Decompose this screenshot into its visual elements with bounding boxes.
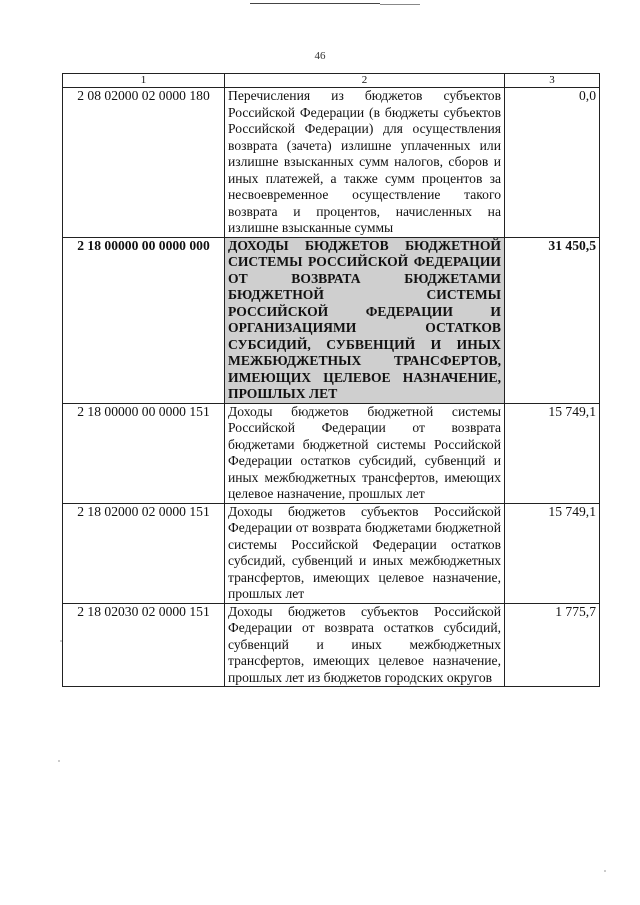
amount-value: 0,0 — [505, 88, 600, 238]
budget-code: 2 08 02000 02 0000 180 — [63, 88, 225, 238]
table-row — [63, 403, 600, 503]
scan-speck — [604, 870, 606, 872]
scan-artifact-line — [250, 3, 380, 4]
column-header-amount: 3 — [505, 74, 600, 88]
revenue-name: ДОХОДЫ БЮДЖЕТОВ БЮДЖЕТНОЙ СИСТЕМЫ РОССИЙСКОЙ ФЕДЕРАЦИИ ОТ ВОЗВРАТА БЮДЖЕТАМИ БЮДЖЕТНОЙ СИСТЕМЫ РОССИЙСКОЙ ФЕДЕРАЦИИ И ОРГАНИЗАЦИЯМИ ОСТАТКОВ СУБСИДИЙ, СУБВЕНЦИЙ И ИНЫХ МЕЖБЮДЖЕТНЫХ ТРАНСФЕРТОВ, ИМЕЮЩИХ ЦЕЛЕВОЕ НАЗНАЧЕНИЕ, ПРОШЛЫХ ЛЕТ — [225, 237, 505, 403]
table-row — [63, 503, 600, 603]
amount-value: 15 749,1 — [505, 403, 600, 503]
table-row — [63, 603, 600, 687]
scan-speck — [60, 640, 62, 642]
revenue-name: Доходы бюджетов субъектов Российской Федерации от возврата остатков субсидий, субвенций и иных межбюджетных трансфертов, имеющих целевое назначение, прошлых лет из бюджетов городских округов — [225, 603, 505, 687]
amount-value: 1 775,7 — [505, 603, 600, 687]
budget-table — [62, 73, 600, 687]
page-number: 46 — [314, 50, 326, 62]
table-row-section — [63, 237, 600, 403]
column-header-code: 1 — [63, 74, 225, 88]
column-header-name: 2 — [225, 74, 505, 88]
scan-artifact-line — [380, 4, 420, 5]
revenue-name: Доходы бюджетов бюджетной системы Российской Федерации от возврата бюджетами бюджетной системы Российской Федерации остатков субсидий, субвенций и иных межбюджетных трансфертов, имеющих целевое назначение, прошлых лет — [225, 403, 505, 503]
table-header-row — [63, 74, 600, 88]
revenue-name: Перечисления из бюджетов субъектов Российской Федерации (в бюджеты субъектов Российской Федерации) для осуществления возврата (зачета) излишне уплаченных или излишне взысканных сумм налогов, сборов и иных платежей, а также сумм процентов за несвоевременное осуществление такого возврата и процентов, начисленных на излишне взысканные суммы — [225, 88, 505, 238]
amount-value: 31 450,5 — [505, 237, 600, 403]
budget-code: 2 18 00000 00 0000 151 — [63, 403, 225, 503]
scan-speck — [58, 760, 60, 762]
table-row — [63, 88, 600, 238]
budget-code: 2 18 02000 02 0000 151 — [63, 503, 225, 603]
revenue-name: Доходы бюджетов субъектов Российской Федерации от возврата бюджетами бюджетной системы Российской Федерации остатков субсидий, субвенций и иных межбюджетных трансфертов, имеющих целевое назначение, прошлых лет — [225, 503, 505, 603]
budget-code: 2 18 02030 02 0000 151 — [63, 603, 225, 687]
budget-code: 2 18 00000 00 0000 000 — [63, 237, 225, 403]
amount-value: 15 749,1 — [505, 503, 600, 603]
